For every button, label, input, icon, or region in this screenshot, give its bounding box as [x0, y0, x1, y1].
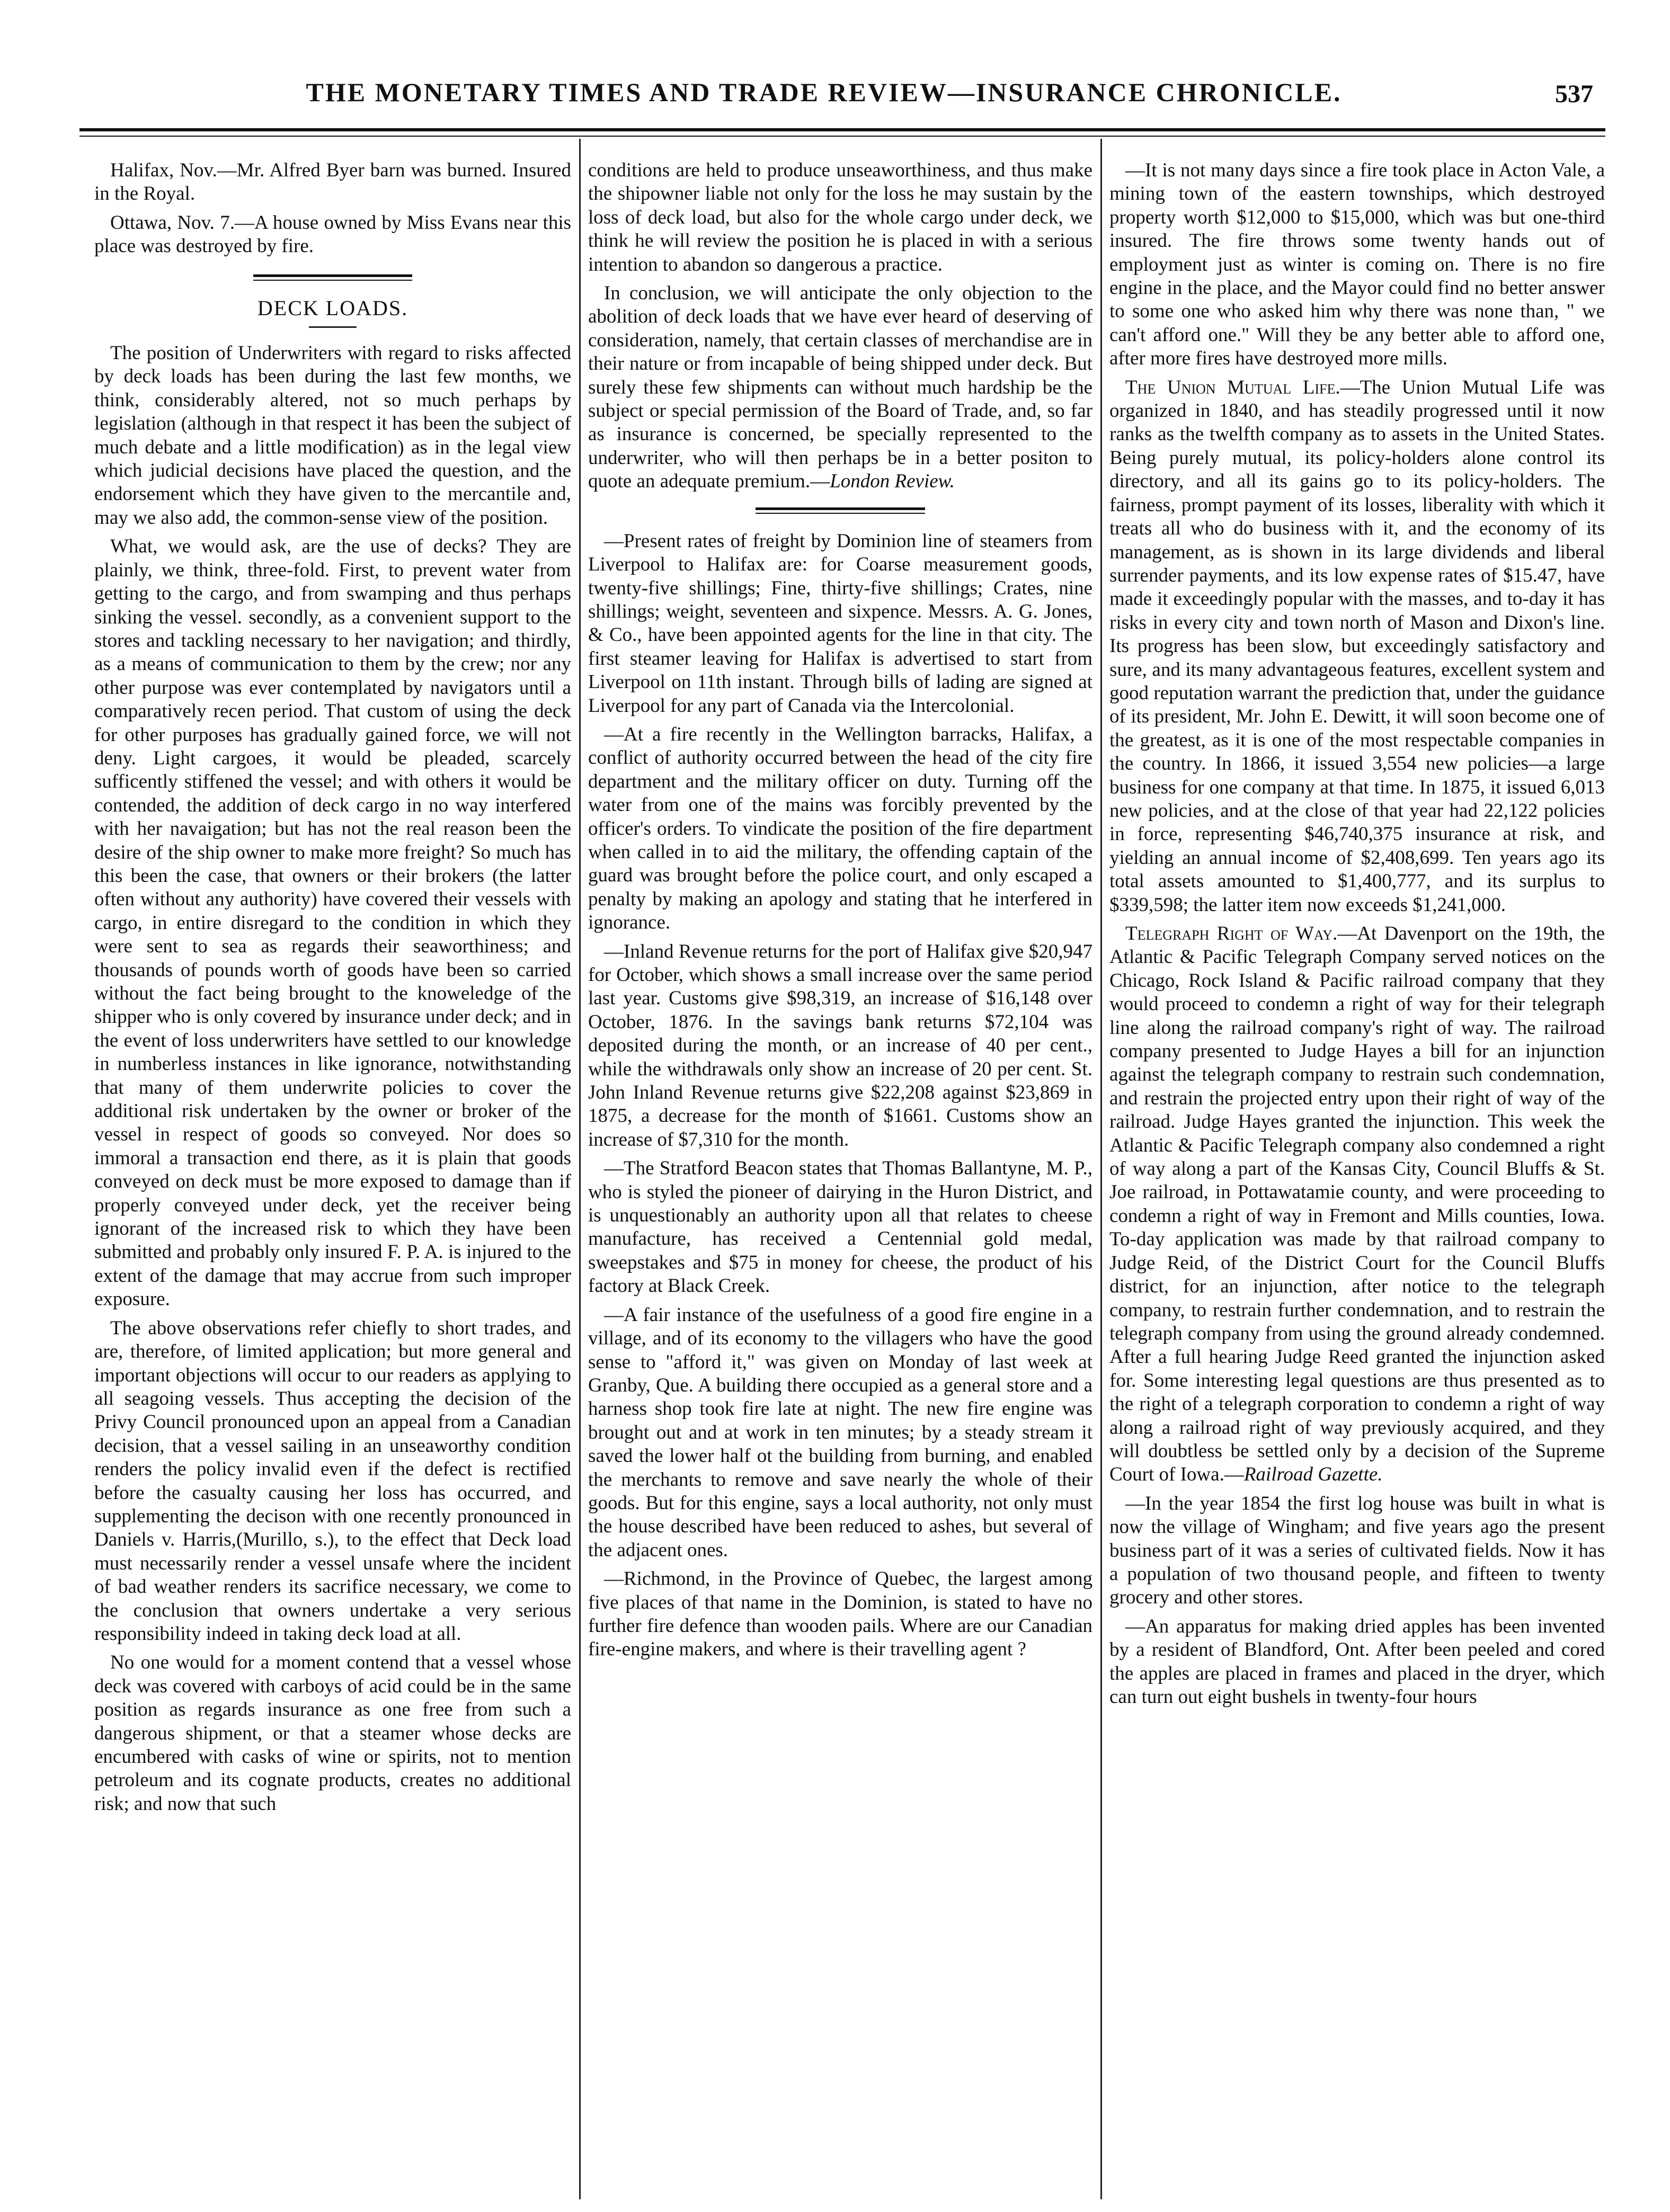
header-rule-thin — [79, 136, 1605, 137]
deck-loads-paragraph-4: No one would for a moment contend that a vessel whose deck was covered with carboys of acid could be in the same position as regards insurance as one free from such a dangerous shipment, or that a steamer whose decks are encumbered with casks of wine or spirits, not to mention petroleum and its cognate products, creates no additional risk; and now that such — [94, 1652, 571, 1815]
acton-vale-item: —It is not many days since a fire took place in Acton Vale, a mining town of the eastern townships, which destroyed property worth $12,000 to $15,000, which was but one-third insured. The fire throws some twenty hands out of employment just as winter is coming on. There is no fire engine in the place, and the Mayor could find no better answer to some one who asked him why there was none than, " we can't afford one." Will they be any better able to afford one, after more fires have destroyed more mills. — [1109, 159, 1605, 370]
wingham-item: —In the year 1854 the first log house was built in what is now the village of Wingham; and five years ago the present business part of it was a series of cultivated fields. Now it has a population of two thousand people, and fifteen to twenty grocery and other stores. — [1109, 1492, 1605, 1609]
source-credit: London Review. — [830, 470, 955, 493]
column-divider-2 — [1100, 139, 1102, 2199]
dried-apples-item: —An apparatus for making dried apples has been invented by a resident of Blandford, Ont. After been peeled and cored the apples are placed in frames and placed in the dryer, which can turn out eight bushels in twenty-four hours — [1109, 1615, 1605, 1708]
richmond-item: —Richmond, in the Province of Quebec, the largest among five places of that name in the Dominion, is stated to have no further fire defence than wooden pails. Where are our Canadian fire-engine makers, and where is their travelling agent ? — [588, 1568, 1092, 1661]
telegraph-item: Telegraph Right of Way.—At Davenport on the 19th, the Atlantic & Pacific Telegraph Company served notices on the Chicago, Rock Island & Pacific railroad company that they would proceed to condemn a right of way for their telegraph line along the railroad company's right of way. The railroad company presented to Judge Hayes a bill for an injunction against the telegraph company to restrain such condemnation, and restrain the projected entry upon their right of way of the railroad. Judge Hayes granted the injunction. This week the Atlantic & Pacific Telegraph company also condemned a right of way along a part of the Kansas City, Council Bluffs & St. Joe railroad, in Pottawatamie county, and were proceeding to condemn a right of way in Fremont and Mills counties, Iowa. To-day application was made by that railroad company to Judge Reid, of the District Court for the Council Bluffs district, for an injunction, after notice to the telegraph company, to restrain further condemnation, and to restrain the telegraph company from using the ground already condemned. After a full hearing Judge Reed granted the injunction asked for. Some interesting legal questions are thus presented as to the right of a telegraph corporation to condemn a right of way along a railroad right of way previously acquired, and they will doubtless be settled only by a decision of the Supreme Court of Iowa.—Railroad Gazette. — [1109, 923, 1605, 1486]
column-divider-1 — [579, 139, 581, 2199]
column-3 — [1109, 159, 1605, 1714]
inland-revenue-item: —Inland Revenue returns for the port of Halifax give $20,947 for October, which shows a small increase over the same period last year. Customs give $98,319, an increase of $16,148 over October, 1876. In the savings bank returns $72,104 was deposited during the month, or an increase of 40 per cent., while the withdrawals only show an increase of 20 per cent. St. John Inland Revenue returns give $22,208 against $23,869 in 1875, a decrease for the month of $1661. Customs show an increase of $7,310 for the month. — [588, 940, 1092, 1150]
deck-loads-continued: conditions are held to produce unseaworthiness, and thus make the shipowner liable not only for the loss he may sustain by the loss of deck load, but also for the whole cargo under deck, we think he will review the position he is placed in with a serious intention to abandon so dangerous a practice. — [588, 159, 1092, 275]
page-number: 537 — [1555, 80, 1593, 108]
deck-loads-heading: DECK LOADS. — [257, 296, 408, 320]
source-credit: Railroad Gazette. — [1243, 1464, 1383, 1486]
union-mutual-item — [1109, 376, 1605, 917]
heading-rule — [309, 326, 357, 328]
column-2 — [588, 159, 1092, 1667]
item-body: —The Union Mutual Life was organized in 1840, and has steadily progressed until it now ranks as the twelfth company as to assets in the United States. Being purely mutual, its policy-holders alone control its directory, and all its gains go to its policy-holders. The fairness, prompt payment of its losses, liberality with which it treats all who do business with it, and the economy of its management, as is shown in its large dividends and liberal surrender payments, and its low expense rates of $15.47, have made it exceedingly popular with the masses, and to-day it has risks in every city and town north of Mason and Dixon's line. Its progress has been slow, but exceedingly satisfactory and sure, and its many advantageous features, excellent system and good reputation warrant the prediction that, under the guidance of its president, Mr. John E. Dewitt, it will soon become one of the greatest, as it is one of the most respectable companies in the country. In 1866, it issued 3,554 new policies—a large business for one company at that time. In 1875, it issued 6,013 new policies, and at the close of that year had 22,122 policies in force, representing $46,740,375 insurance at risk, and yielding an annual income of $2,408,699. Ten years ago its total assets amounted to $1,400,777, and its surplus to $339,598; the latter item now exceeds $1,241,000. — [1109, 376, 1605, 916]
item-lead-in: Telegraph Right of Way. — [1125, 923, 1338, 944]
section-separator — [756, 507, 925, 514]
barracks-fire-item: —At a fire recently in the Wellington barracks, Halifax, a conflict of authority occurred between the head of the city fire department and the military officer on duty. Turning off the water from one of the mains was forcibly prevented by the officer's orders. To vindicate the position of the fire department when called in to aid the military, the offending captain of the guard was brought before the police court, and only escaped a penalty by making an apology and stating that he interfered in ignorance. — [588, 723, 1092, 934]
conclusion-text: In conclusion, we will anticipate the only objection to the abolition of deck loads that we have ever heard of deserving of consideration, namely, that certain classes of merchandise are in their nature or from incapable of being shipped under deck. But surely these few shipments can without much hardship be the subject or special permission of the Board of Trade, and, so far as insurance is concerned, be specially represented to the underwriter, who will then perhaps be in a better positon to quote an adequate premium. — [588, 282, 1092, 493]
header-rule-thick — [79, 128, 1605, 131]
brief-ottawa: Ottawa, Nov. 7.—A house owned by Miss Evans near this place was destroyed by fire. — [94, 211, 571, 257]
item-body: —At Davenport on the 19th, the Atlantic & Pacific Telegraph Company served notices on the Chicago, Rock Island & Pacific railroad company that they would proceed to condemn a right of way for their telegraph line along the railroad company's right of way. The railroad company presented to Judge Hayes a bill for an injunction against the telegraph company to restrain such condemnation, and restrain the projected entry upon their right of way of the railroad. Judge Hayes granted the injunction. This week the Atlantic & Pacific Telegraph company also condemned a right of way along a part of the Kansas City, Council Bluffs & St. Joe railroad, in Pottawatamie county, and were proceeding to condemn a right of way in Fremont and Mills counties, Iowa. To-day application was made by that railroad company to Judge Reid, of the District Court for the Council Bluffs district, for an injunction, after notice to the telegraph company, to restrain further condemnation, and to restrain the telegraph company from using the ground already condemned. After a full hearing Judge Reed granted the injunction asked for. Some interesting legal questions are thus presented as to the right of a telegraph corporation to condemn a right of way along a railroad right of way previously acquired, and they will doubtless be settled only by a decision of the Supreme Court of Iowa. — [1109, 923, 1605, 1486]
deck-loads-paragraph-2: What, we would ask, are the use of decks? They are plainly, we think, three-fold. First, to prevent water from getting to the cargo, and from swamping and thus perhaps sinking the vessel. secondly, as a convenient support to the stores and tackling necessary to her navigation; and thirdly, as a means of communication to them by the crew; nor any other purpose was ever contemplated by navigators until a comparatively recen period. That custom of using the deck for other purposes has gradually gained force, we will not deny. Light cargoes, it would be pleaded, scarcely sufficently stiffened the vessel; and with others it would be contended, the addition of deck cargo in no way interfered with her navaigation; but has not the real reason been the desire of the ship owner to make more freight? So much has this been the case, that owners or their brokers (the latter often without any authority) have covered their vessels with cargo, in entire disregard to the condition in which they were sent to sea as regards their seaworthiness; and thousands of pounds worth of goods have been so carried without the fact being brought to the knoweledge of the shipper who is only covered by insurance under deck; and in the event of loss underwriters have settled to our knowledge in numberless instances in like ignorance, notwithstanding that many of them underwrite policies to cover the additional risk undertaken by the owner or broker of the vessel in respect of goods so conveyed. Nor does so immoral a transaction end there, as it is plain that goods conveyed on deck must be more exposed to damage than if properly conveyed under deck, yet the receiver being ignorant of the increased risk to which they have been submitted and probably only insured F. P. A. is injured to the extent of the damage that may accrue from such improper exposure. — [94, 536, 571, 1310]
item-lead-in: The Union Mutual Life. — [1125, 376, 1340, 398]
column-1 — [94, 159, 571, 1821]
freight-rates-item: —Present rates of freight by Dominion line of steamers from Liverpool to Halifax are: for Coarse measurement goods, twenty-five shillings; Fine, thirty-five shillings; Crates, nine shillings; weight, seventeen and sixpence. Messrs. A. G. Jones, & Co., have been appointed agents for the line in that city. The first steamer leaving for Halifax is advertised to start from Liverpool on 11th instant. Through bills of lading are signed at Liverpool for any part of Canada via the Intercolonial. — [588, 530, 1092, 717]
deck-loads-paragraph-3: The above observations refer chiefly to short trades, and are, therefore, of limited application; but more general and important objections will occur to our readers as applying to all seagoing vessels. Thus accepting the decision of the Privy Council pronounced upon an appeal from a Canadian decision, that a vessel sailing in an unseaworthy condition renders the policy invalid even if the defect is rectified before the casualty causing her loss has occurred, and supplementing the decison with one recently pronounced in Daniels v. Harris,(Murillo, s.), to the effect that Deck load must necessarily render a vessel unsafe where the incident of bad weather renders its sacrifice necessary, we come to the conclusion that owners undertake a very serious responsibility indeed in taking deck load at all. — [94, 1317, 571, 1645]
page-header-title: THE MONETARY TIMES AND TRADE REVIEW—INSURANCE CHRONICLE. — [306, 77, 1342, 107]
deck-loads-paragraph-1: The position of Underwriters with regard to risks affected by deck loads has been during the last few months, we think, considerably altered, not so much perhaps by legislation (although in that respect it has been the subject of much debate and a little modification) as in the legal view which judicial decisions have placed the question, and the endorsement which they have given to the mercantile and, may we also add, the common-sense view of the position. — [94, 342, 571, 529]
brief-halifax: Halifax, Nov.—Mr. Alfred Byer barn was burned. Insured in the Royal. — [94, 159, 571, 205]
section-separator — [253, 274, 412, 281]
fire-engine-item: —A fair instance of the usefulness of a good fire engine in a village, and of its economy to the villagers who have the good sense to "afford it," was given on Monday of last week at Granby, Que. A building there occupied as a general store and a harness shop took fire late at night. The new fire engine was brought out and at work in ten minutes; by a steady stream it saved the lower half ot the building from burning, and enabled the merchants to remove and save nearly the whole of their goods. But for this engine, says a local authority, not only must the house described have been reduced to ashes, but several of the adjacent ones. — [588, 1304, 1092, 1561]
stratford-beacon-item: —The Stratford Beacon states that Thomas Ballantyne, M. P., who is styled the pioneer of dairying in the Huron District, and is unquestionably an authority upon all that relates to cheese manufacture, has received a Centennial gold medal, sweepstakes and $75 in money for cheese, the product of his factory at Black Creek. — [588, 1157, 1092, 1297]
deck-loads-conclusion: In conclusion, we will anticipate the only objection to the abolition of deck loads that we have ever heard of deserving of consideration, namely, that certain classes of merchandise are in their nature or from incapable of being shipped under deck. But surely these few shipments can without much hardship be the subject or special permission of the Board of Trade, and, so far as insurance is concerned, be specially represented to the underwriter, who will then perhaps be in a better positon to quote an adequate premium.—London Review. — [588, 282, 1092, 493]
